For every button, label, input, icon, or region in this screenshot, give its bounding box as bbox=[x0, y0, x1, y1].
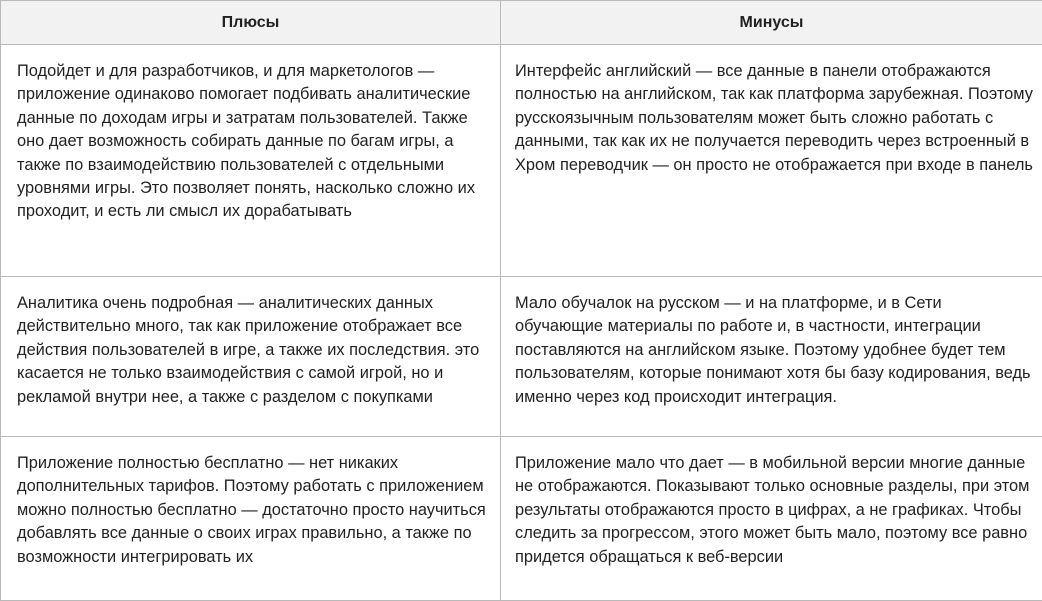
table-row bbox=[1, 45, 1042, 277]
pro-cell: Приложение полностью бесплатно — нет никаких дополнительных тарифов. Поэтому работать с приложением можно полностью бесплатно — достаточно просто научиться добавлять все данные о своих играх правильно, а также по возможности интегрировать их bbox=[1, 437, 501, 601]
con-cell: Мало обучалок на русском — и на платформе, и в Сети обучающие материалы по работе и, в частности, интеграции поставляются на английском языке. Поэтому удобнее будет тем пользователям, которые понимают хотя бы базу кодирования, ведь именно через код происходит интеграция. bbox=[501, 277, 1042, 437]
con-cell: Приложение мало что дает — в мобильной версии многие данные не отображаются. Показывают только основные разделы, при этом результаты отображаются просто в цифрах, а не графиках. Чтобы следить за прогрессом, этого может быть мало, поэтому все равно придется обращаться к веб-версии bbox=[501, 437, 1042, 601]
con-cell: Интерфейс английский — все данные в панели отображаются полностью на английском, так как платформа зарубежная. Поэтому русскоязычным пользователям может быть сложно работать с данными, так как их не получается переводить через встроенный в Хром переводчик — он просто не отображается при входе в панель bbox=[501, 45, 1042, 277]
table-row bbox=[1, 437, 1042, 601]
table-row bbox=[1, 277, 1042, 437]
pro-cell: Подойдет и для разработчиков, и для маркетологов — приложение одинаково помогает подбивать аналитические данные по доходам игры и затратам пользователей. Также оно дает возможность собирать данные по багам игры, а также по взаимодействию пользователей с отдельными уровнями игры. Это позволяет понять, насколько сложно их проходит, и есть ли смысл их дорабатывать bbox=[1, 45, 501, 277]
pros-header: Плюсы bbox=[1, 1, 501, 45]
header-row bbox=[1, 1, 1042, 45]
cons-header: Минусы bbox=[501, 1, 1042, 45]
pro-cell: Аналитика очень подробная — аналитических данных действительно много, так как приложение отображает все действия пользователей в игре, а также их последствия. это касается не только взаимодействия с самой игрой, но и рекламой внутри нее, а также с разделом с покупками bbox=[1, 277, 501, 437]
